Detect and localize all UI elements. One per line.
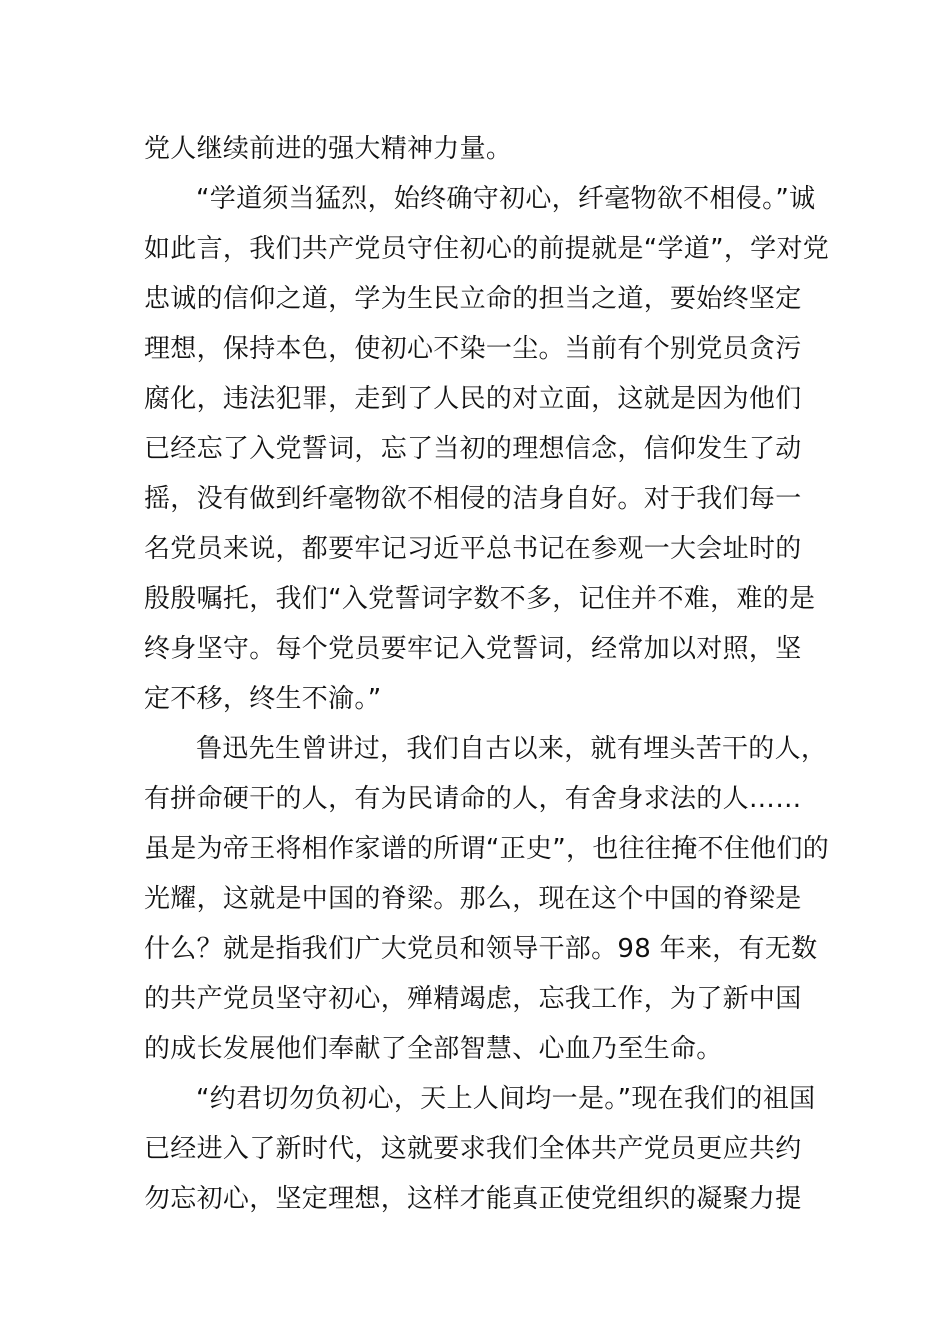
text-line: 腐化，违法犯罪，走到了人民的对立面，这就是因为他们 <box>144 384 802 414</box>
paragraph-first-line: “约君切勿负初心，天上人间均一是。”现在我们的祖国 <box>196 1084 816 1114</box>
text-line: 什么？就是指我们广大党员和领导干部。98 年来，有无数 <box>144 934 818 964</box>
text-line: 摇，没有做到纤毫物欲不相侵的洁身自好。对于我们每一 <box>144 484 802 514</box>
text-line: 终身坚守。每个党员要牢记入党誓词，经常加以对照，坚 <box>144 634 802 664</box>
paragraph-first-line: “学道须当猛烈，始终确守初心，纤毫物欲不相侵。”诚 <box>196 184 816 214</box>
text-line: 如此言，我们共产党员守住初心的前提就是“学道”，学对党 <box>144 234 830 264</box>
body-text <box>144 124 844 1224</box>
text-line: 的成长发展他们奉献了全部智慧、心血乃至生命。 <box>144 1034 723 1064</box>
text-line: 有拼命硬干的人，有为民请命的人，有舍身求法的人…… <box>144 784 802 814</box>
text-line: 已经忘了入党誓词，忘了当初的理想信念，信仰发生了动 <box>144 434 802 464</box>
text-line: 忠诚的信仰之道，学为生民立命的担当之道，要始终坚定 <box>144 284 802 314</box>
text-line: 党人继续前进的强大精神力量。 <box>144 134 513 164</box>
text-line: 定不移，终生不渝。” <box>144 684 382 714</box>
text-line: 已经进入了新时代，这就要求我们全体共产党员更应共约 <box>144 1134 802 1164</box>
paragraph-first-line: 鲁迅先生曾讲过，我们自古以来，就有埋头苦干的人， <box>196 734 828 764</box>
text-line: 光耀，这就是中国的脊梁。那么，现在这个中国的脊梁是 <box>144 884 802 914</box>
text-line: 虽是为帝王将相作家谱的所谓“正史”，也往往掩不住他们的 <box>144 834 830 864</box>
text-line: 名党员来说，都要牢记习近平总书记在参观一大会址时的 <box>144 534 802 564</box>
text-line: 勿忘初心，坚定理想，这样才能真正使党组织的凝聚力提 <box>144 1184 802 1214</box>
text-line: 理想，保持本色，使初心不染一尘。当前有个别党员贪污 <box>144 334 802 364</box>
text-line: 的共产党员坚守初心，殚精竭虑，忘我工作，为了新中国 <box>144 984 802 1014</box>
text-line: 殷殷嘱托，我们“入党誓词字数不多，记住并不难，难的是 <box>144 584 816 614</box>
